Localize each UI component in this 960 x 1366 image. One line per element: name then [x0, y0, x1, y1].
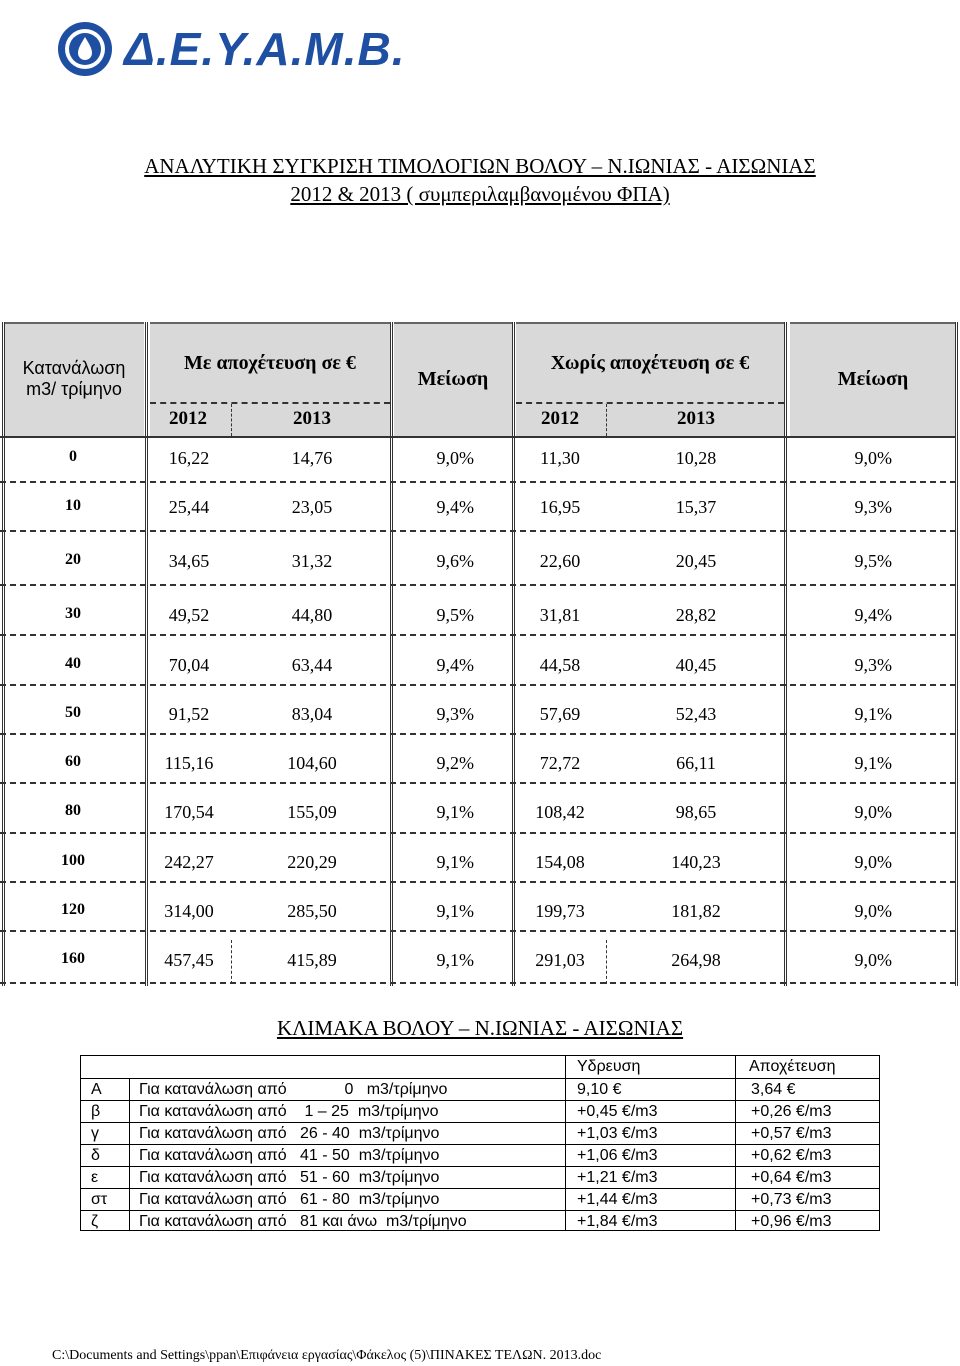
- table-cell: 199,73: [535, 901, 585, 921]
- year-2013-with: 2013: [293, 408, 331, 429]
- table-row: [0, 448, 960, 474]
- table-cell: 57,69: [539, 704, 581, 724]
- scale-cell: +0,96 €/m3: [751, 1213, 832, 1230]
- table-cell: 63,44: [291, 655, 333, 675]
- table-cell: 72,72: [539, 753, 581, 773]
- scale-row: [81, 1122, 879, 1144]
- scale-row: [81, 1078, 879, 1100]
- table-cell: 80: [65, 802, 81, 819]
- table-cell: 9,0%: [854, 852, 892, 872]
- table-cell: 9,4%: [436, 655, 474, 675]
- scale-cell: +1,84 €/m3: [577, 1213, 658, 1230]
- table-cell: 22,60: [539, 551, 581, 571]
- scale-cell: +0,64 €/m3: [751, 1169, 832, 1186]
- table-row: [0, 605, 960, 631]
- table-cell: 108,42: [535, 802, 585, 822]
- scale-cell: 9,10 €: [577, 1081, 622, 1098]
- scale-divider: [735, 1056, 736, 1230]
- scale-cell: Για κατανάλωση από 0 m3/τρίμηνο: [139, 1081, 448, 1098]
- table-cell: 155,09: [287, 802, 337, 822]
- table-cell: 9,4%: [436, 497, 474, 517]
- scale-header: [81, 1056, 879, 1078]
- table-cell: 170,54: [164, 802, 214, 822]
- row-divider: [0, 733, 956, 735]
- table-cell: 9,4%: [854, 605, 892, 625]
- table-cell: 20: [65, 551, 81, 568]
- table-cell: 100: [61, 852, 85, 869]
- table-cell: 30: [65, 605, 81, 622]
- scale-cell: +0,62 €/m3: [751, 1147, 832, 1164]
- scale-cell: ε: [91, 1169, 99, 1186]
- scale-cell: Για κατανάλωση από 81 και άνω m3/τρίμηνο: [139, 1213, 467, 1230]
- scale-cell: Α: [91, 1081, 102, 1098]
- row-divider: [0, 982, 956, 984]
- table-cell: 9,6%: [436, 551, 474, 571]
- table-cell: 9,0%: [854, 901, 892, 921]
- header-bottom-line: [0, 436, 956, 438]
- year-2012-with: 2012: [169, 408, 207, 429]
- table-cell: 140,23: [671, 852, 721, 872]
- table-cell: 16,22: [168, 448, 210, 468]
- table-cell: 52,43: [675, 704, 717, 724]
- table-cell: 9,1%: [436, 802, 474, 822]
- cell-divider: [606, 940, 607, 984]
- column-divider: [784, 322, 787, 986]
- page-title: ΑΝΑΛΥΤΙΚΗ ΣΥΓΚΡΙΣΗ ΤΙΜΟΛΟΓΙΩΝ ΒΟΛΟΥ – Ν.ΙΩΝΙΑΣ - ΑΙΣΩΝΙΑΣ: [144, 154, 816, 178]
- scale-cell: Για κατανάλωση από 41 - 50 m3/τρίμηνο: [139, 1147, 440, 1164]
- table-cell: 40,45: [675, 655, 717, 675]
- header-divider: [150, 402, 390, 404]
- table-cell: 264,98: [671, 950, 721, 970]
- table-cell: 0: [69, 448, 77, 465]
- table-cell: 160: [61, 950, 85, 967]
- table-cell: 20,45: [675, 551, 717, 571]
- table-cell: 285,50: [287, 901, 337, 921]
- scale-cell: +1,06 €/m3: [577, 1147, 658, 1164]
- table-cell: 154,08: [535, 852, 585, 872]
- scale-cell: Για κατανάλωση από 61 - 80 m3/τρίμηνο: [139, 1191, 440, 1208]
- table-cell: 14,76: [291, 448, 333, 468]
- table-cell: 34,65: [168, 551, 210, 571]
- table-cell: 44,58: [539, 655, 581, 675]
- table-cell: 457,45: [164, 950, 214, 970]
- file-path-footer: C:\Documents and Settings\ppan\Επιφάνεια εργασίας\Φάκελος (5)\ΠΙΝΑΚΕΣ ΤΕΛΩΝ. 2013.doc: [52, 1348, 602, 1363]
- header-with-sewage: Με αποχέτευση σε €: [184, 352, 356, 374]
- header-reduction2: Μείωση: [837, 368, 909, 390]
- scale-table: [80, 1055, 880, 1231]
- table-cell: 9,1%: [854, 753, 892, 773]
- table-cell: 60: [65, 753, 81, 770]
- table-cell: 9,1%: [854, 704, 892, 724]
- table-cell: 9,0%: [436, 448, 474, 468]
- row-divider: [0, 684, 956, 686]
- table-cell: 9,3%: [854, 497, 892, 517]
- year-2013-without: 2013: [677, 408, 715, 429]
- table-cell: 44,80: [291, 605, 333, 625]
- scale-row: [81, 1144, 879, 1166]
- page-subtitle: 2012 & 2013 ( συμπεριλαμβανομένου ΦΠΑ): [290, 182, 670, 206]
- table-cell: 70,04: [168, 655, 210, 675]
- header-water: Υδρευση: [577, 1058, 641, 1075]
- table-row: [0, 551, 960, 577]
- table-cell: 120: [61, 901, 85, 918]
- scale-row: [81, 1210, 879, 1232]
- table-cell: 23,05: [291, 497, 333, 517]
- table-cell: 9,0%: [854, 448, 892, 468]
- row-divider: [0, 481, 956, 483]
- scale-cell: Για κατανάλωση από 51 - 60 m3/τρίμηνο: [139, 1169, 440, 1186]
- row-divider: [0, 782, 956, 784]
- scale-cell: β: [91, 1103, 101, 1120]
- scale-cell: +0,57 €/m3: [751, 1125, 832, 1142]
- scale-cell: στ: [91, 1191, 108, 1208]
- table-cell: 50: [65, 704, 81, 721]
- scale-cell: Για κατανάλωση από 26 - 40 m3/τρίμηνο: [139, 1125, 440, 1142]
- table-cell: 9,5%: [436, 605, 474, 625]
- header-sewage: Αποχέτευση: [749, 1058, 836, 1075]
- table-cell: 15,37: [675, 497, 717, 517]
- scale-cell: +0,73 €/m3: [751, 1191, 832, 1208]
- scale-cell: +0,45 €/m3: [577, 1103, 658, 1120]
- table-cell: 9,2%: [436, 753, 474, 773]
- table-cell: 10,28: [675, 448, 717, 468]
- logo-text: Δ.Ε.Υ.Α.Μ.Β.: [124, 23, 406, 75]
- column-divider: [955, 322, 958, 986]
- table-cell: 220,29: [287, 852, 337, 872]
- scale-cell: δ: [91, 1147, 100, 1164]
- header-divider: [516, 402, 784, 404]
- scale-row: [81, 1188, 879, 1210]
- table-row: [0, 852, 960, 878]
- header-consumption: Κατανάλωση m3/ τρίμηνο: [22, 358, 126, 399]
- logo-seal-icon: [56, 20, 114, 78]
- table-row: [0, 901, 960, 927]
- row-divider: [0, 930, 956, 932]
- cell-divider: [231, 940, 232, 984]
- table-row: [0, 497, 960, 523]
- table-cell: 11,30: [540, 448, 580, 468]
- table-cell: 31,81: [539, 605, 581, 625]
- table-cell: 9,0%: [854, 802, 892, 822]
- table-cell: 9,0%: [854, 950, 892, 970]
- table-row: [0, 753, 960, 779]
- table-cell: 104,60: [287, 753, 337, 773]
- row-divider: [0, 634, 956, 636]
- table-cell: 10: [65, 497, 81, 514]
- table-cell: 49,52: [168, 605, 210, 625]
- scale-cell: +0,26 €/m3: [751, 1103, 832, 1120]
- table-cell: 9,5%: [854, 551, 892, 571]
- header-without-sewage: Χωρίς αποχέτευση σε €: [550, 352, 750, 374]
- table-cell: 66,11: [676, 753, 716, 773]
- table-row: [0, 704, 960, 730]
- column-divider: [2, 322, 5, 986]
- cell-divider: [390, 940, 391, 984]
- scale-divider: [565, 1056, 566, 1230]
- table-cell: 91,52: [168, 704, 210, 724]
- header-reduction: Μείωση: [417, 368, 489, 390]
- table-cell: 40: [65, 655, 81, 672]
- table-cell: 28,82: [675, 605, 717, 625]
- column-divider: [390, 322, 393, 986]
- scale-title: ΚΛΙΜΑΚΑ ΒΟΛΟΥ – Ν.ΙΩΝΙΑΣ - ΑΙΣΩΝΙΑΣ: [276, 1016, 684, 1040]
- comparison-table: [0, 322, 960, 986]
- year-2012-without: 2012: [541, 408, 579, 429]
- table-cell: 242,27: [164, 852, 214, 872]
- row-divider: [0, 832, 956, 834]
- row-divider: [0, 584, 956, 586]
- table-cell: 291,03: [535, 950, 585, 970]
- table-cell: 314,00: [164, 901, 214, 921]
- table-cell: 9,1%: [436, 852, 474, 872]
- table-cell: 9,3%: [854, 655, 892, 675]
- table-cell: 16,95: [539, 497, 581, 517]
- table-cell: 115,16: [164, 753, 214, 773]
- logo: [56, 20, 406, 80]
- scale-row: [81, 1166, 879, 1188]
- table-cell: 181,82: [671, 901, 721, 921]
- scale-cell: γ: [91, 1125, 99, 1142]
- table-cell: 9,3%: [436, 704, 474, 724]
- table-cell: 9,1%: [436, 950, 474, 970]
- scale-cell: Για κατανάλωση από 1 – 25 m3/τρίμηνο: [139, 1103, 439, 1120]
- table-row: [0, 802, 960, 828]
- table-cell: 83,04: [291, 704, 333, 724]
- scale-cell: +1,44 €/m3: [577, 1191, 658, 1208]
- row-divider: [0, 881, 956, 883]
- scale-cell: 3,64 €: [751, 1081, 796, 1098]
- scale-cell: +1,03 €/m3: [577, 1125, 658, 1142]
- table-cell: 98,65: [675, 802, 717, 822]
- scale-cell: ζ: [91, 1213, 99, 1230]
- table-row: [0, 655, 960, 681]
- row-divider: [0, 530, 956, 532]
- table-row: [0, 950, 960, 976]
- table-cell: 9,1%: [436, 901, 474, 921]
- table-cell: 415,89: [287, 950, 337, 970]
- scale-divider: [129, 1078, 130, 1230]
- scale-cell: +1,21 €/m3: [577, 1169, 658, 1186]
- scale-row: [81, 1100, 879, 1122]
- table-cell: 25,44: [168, 497, 210, 517]
- table-cell: 31,32: [291, 551, 333, 571]
